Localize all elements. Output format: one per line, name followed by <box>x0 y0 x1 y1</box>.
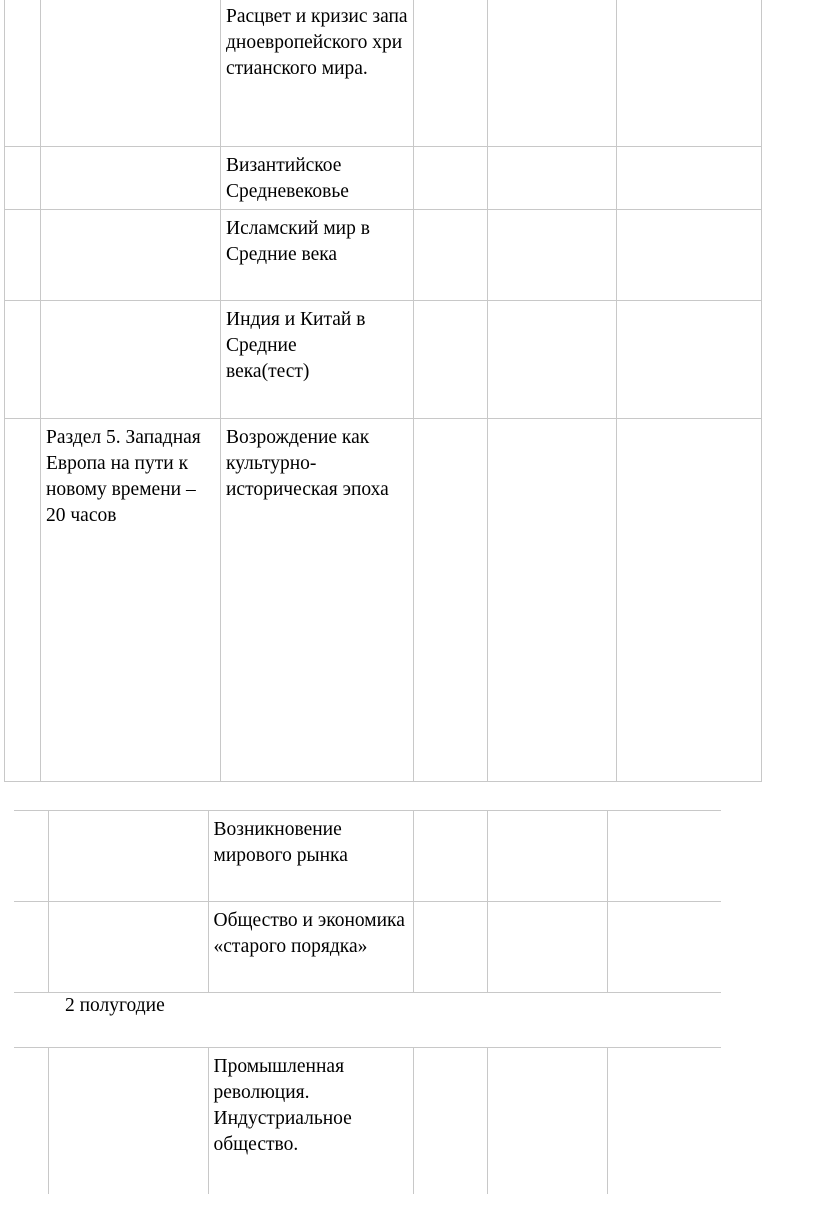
topic-cell <box>208 1048 413 1194</box>
table-row <box>14 902 721 993</box>
section-cell <box>41 0 221 146</box>
empty-cell <box>488 418 617 781</box>
empty-cell <box>617 209 762 300</box>
empty-cell <box>487 902 607 993</box>
section-cell <box>48 811 208 902</box>
section-text: Раздел 5. Западная Европа на пути к новому времени – 20 часов <box>46 426 201 526</box>
table-row <box>14 1048 721 1194</box>
empty-cell <box>488 300 617 418</box>
table-row <box>5 209 762 300</box>
empty-cell <box>487 1048 607 1194</box>
empty-cell <box>617 146 762 209</box>
empty-cell <box>617 0 762 146</box>
topic-text: Византийское Средневековье <box>226 154 349 202</box>
table-row <box>5 0 762 146</box>
topic-cell <box>221 300 414 418</box>
empty-cell <box>607 902 721 993</box>
empty-cell <box>488 146 617 209</box>
topic-text: Возникновение мирового рынка <box>213 819 348 866</box>
section-cell <box>41 418 221 781</box>
lesson-plan-table-2 <box>14 810 721 993</box>
number-cell <box>5 146 41 209</box>
empty-cell <box>414 209 488 300</box>
topic-cell <box>221 209 414 300</box>
empty-cell <box>413 902 487 993</box>
section-cell <box>41 146 221 209</box>
empty-cell <box>488 0 617 146</box>
topic-cell <box>221 146 414 209</box>
number-cell <box>5 0 41 146</box>
topic-text: Исламский мир в Средние века <box>226 217 370 265</box>
section-cell <box>48 902 208 993</box>
empty-cell <box>607 811 721 902</box>
topic-cell <box>208 902 413 993</box>
empty-cell <box>413 1048 487 1194</box>
table-row <box>5 418 762 781</box>
empty-cell <box>414 418 488 781</box>
topic-text: Возрождение как культурно-историческая эпоха <box>226 426 389 500</box>
topic-text: Расцвет и кризис западноевропейского христианского мира. <box>226 6 408 79</box>
number-cell <box>5 209 41 300</box>
empty-cell <box>414 146 488 209</box>
topic-cell <box>221 0 414 146</box>
empty-cell <box>414 0 488 146</box>
empty-cell <box>487 811 607 902</box>
topic-cell <box>221 418 414 781</box>
empty-cell <box>488 209 617 300</box>
table-row <box>5 146 762 209</box>
semester-label: 2 полугодие <box>65 995 165 1016</box>
section-cell <box>41 209 221 300</box>
section-cell <box>48 1048 208 1194</box>
table-row <box>14 811 721 902</box>
empty-cell <box>617 418 762 781</box>
topic-text: Промышленная революция. Индустриальное общество. <box>213 1056 352 1155</box>
number-cell <box>14 811 48 902</box>
number-cell <box>14 1048 48 1194</box>
table-row <box>5 300 762 418</box>
number-cell <box>14 902 48 993</box>
empty-cell <box>617 300 762 418</box>
empty-cell <box>607 1048 721 1194</box>
number-cell <box>5 300 41 418</box>
topic-text: Общество и экономика «старого порядка» <box>213 910 405 957</box>
number-cell <box>5 418 41 781</box>
section-cell <box>41 300 221 418</box>
lesson-plan-table-1 <box>4 0 762 782</box>
empty-cell <box>414 300 488 418</box>
topic-cell <box>208 811 413 902</box>
topic-text: Индия и Китай в Средние века(тест) <box>226 308 366 382</box>
lesson-plan-table-3 <box>14 1047 721 1194</box>
empty-cell <box>413 811 487 902</box>
